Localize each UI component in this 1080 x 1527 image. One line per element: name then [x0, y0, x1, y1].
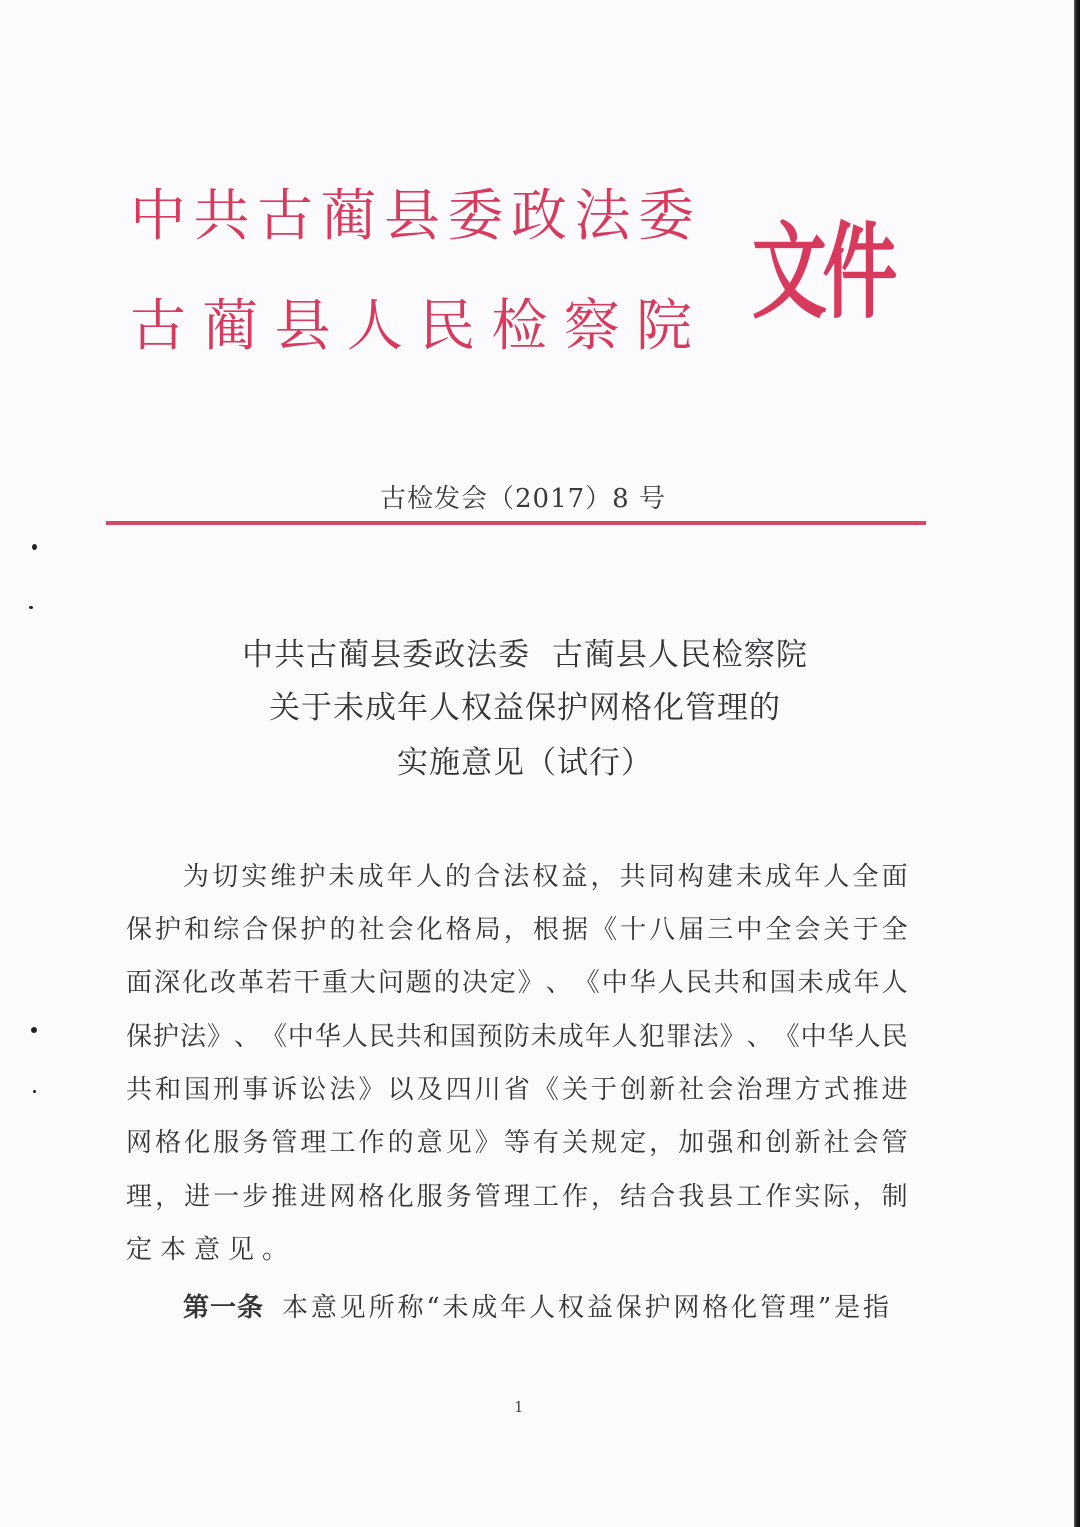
- body-line: 共 和 国 刑 事 诉 讼 法 》 以 及 四 川 省 《 关 于 创 新 社 会 治 理 方 式 推 进: [126, 1075, 908, 1105]
- letterhead-document-label: 文件: [752, 211, 894, 333]
- body-line: 理 ， 进 一 步 推 进 网 格 化 服 务 管 理 工 作 ， 结 合 我 县 工 作 实 际 ， 制: [126, 1182, 908, 1212]
- body-line: 定本意见。: [126, 1235, 297, 1265]
- red-separator-rule: [106, 521, 926, 525]
- title-line-3: 实施意见（试行）: [397, 745, 653, 781]
- body-line: 面 深 化 改 革 若 干 重 大 问 题 的 决 定 》 、 《 中 华 人 民 共 和 国 未 成 年 人: [126, 968, 908, 998]
- body-line: 网 格 化 服 务 管 理 工 作 的 意 见 》 等 有 关 规 定 ， 加 强 和 创 新 社 会 管: [126, 1128, 908, 1158]
- scan-edge-border: [1074, 0, 1080, 1527]
- page-number: 1: [514, 1398, 524, 1416]
- body-line: 保 护 和 综 合 保 护 的 社 会 化 格 局 ， 根 据 《 十 八 届 三 中 全 会 关 于 全: [126, 915, 908, 945]
- scan-mark: [32, 544, 37, 550]
- title-line-1: 中共古蔺县委政法委 古蔺县人民检察院: [242, 637, 808, 673]
- scan-mark: [29, 606, 33, 609]
- scan-mark: [33, 1090, 36, 1093]
- article-text: 本 意 见 所 称 “ 未 成 年 人 权 益 保 护 网 格 化 管 理 ” 是 指: [282, 1293, 889, 1323]
- body-line: 保 护 法 》 、 《 中 华 人 民 共 和 国 预 防 未 成 年 人 犯 罪 法 》 、 《 中 华 人 民: [126, 1022, 908, 1052]
- title-line-2: 关于未成年人权益保护网格化管理的: [269, 690, 781, 726]
- letterhead-org-1: 中 共 古 蔺 县 委 政 法 委: [130, 184, 694, 249]
- article-label: 第一条: [183, 1293, 265, 1323]
- scan-mark: [31, 1027, 37, 1033]
- document-number: 古检发会（2017）8 号: [380, 484, 666, 514]
- article-1: [183, 1290, 889, 1326]
- letterhead-org-2: 古 蔺 县 人 民 检 察 院: [130, 294, 692, 359]
- body-line: 为 切 实 维 护 未 成 年 人 的 合 法 权 益 ， 共 同 构 建 未 成 年 人 全 面: [183, 862, 908, 892]
